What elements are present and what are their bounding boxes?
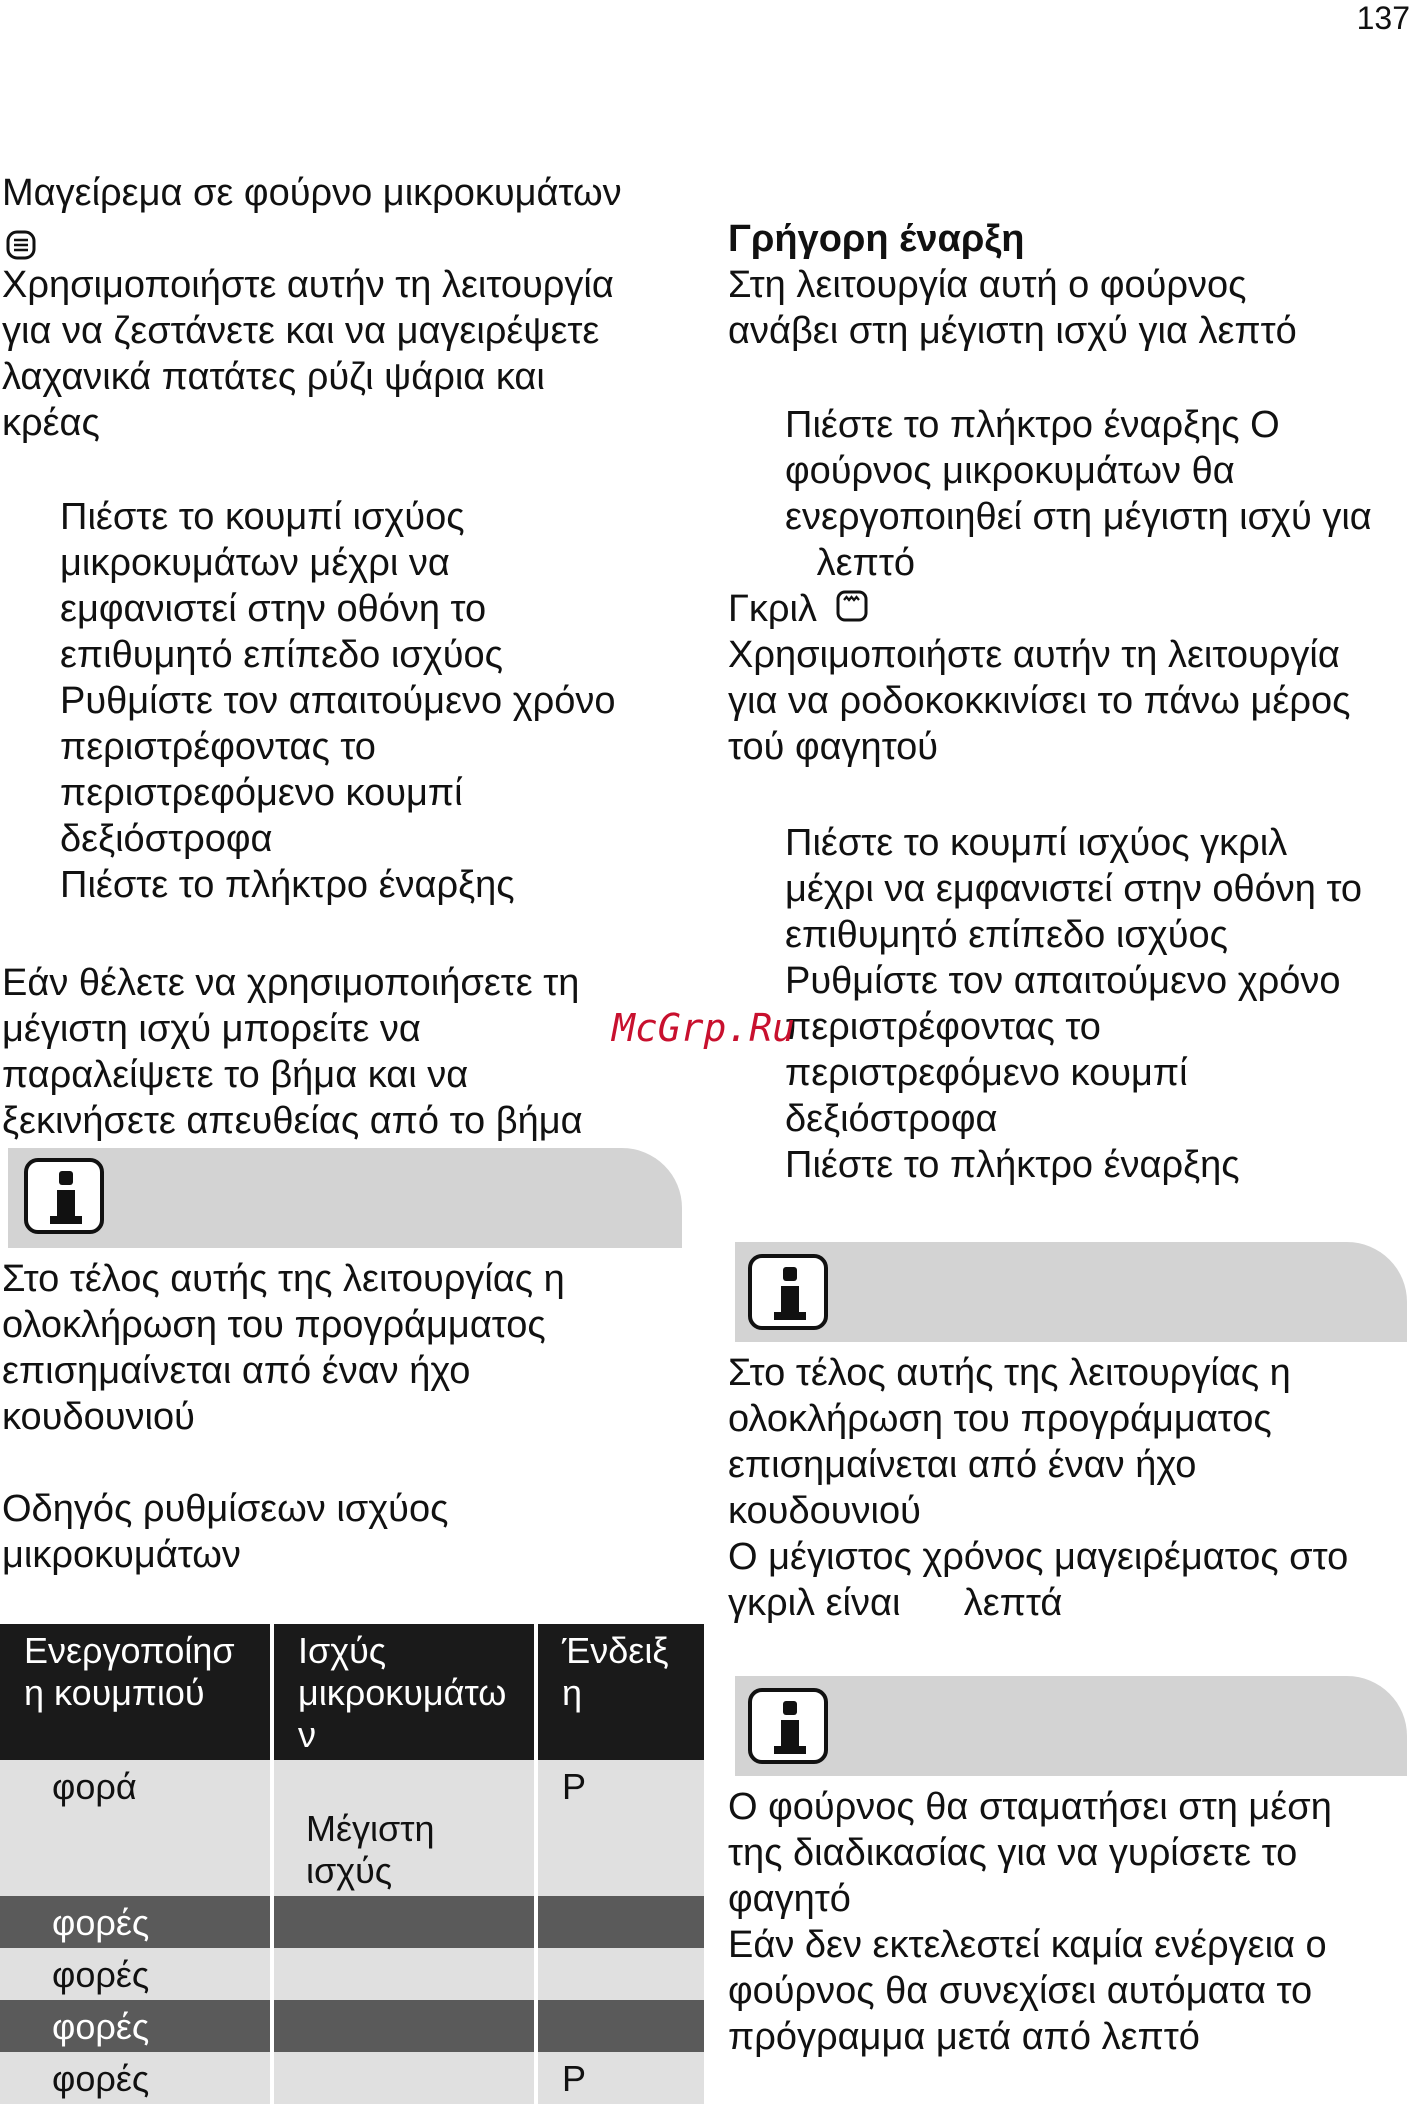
header-button-activation: Ενεργοποίησ η κουμπιού [0,1624,272,1760]
table-row: φορά Μέγιστη ισχύς P [0,1760,706,1896]
grill-intro: Χρησιμοποιήστε αυτήν τη λειτουργία για να ροδοκοκκινίσει το πάνω μέρος τού φαγητού [728,634,1351,768]
quick-start-heading: Γρήγορη έναρξη [728,218,1025,260]
table-row: φορές [0,1896,706,1948]
max-power-note: Εάν θέλετε να χρησιμοποιήσετε τη μέγιστη ισχύ μπορείτε να παραλείψετε το βήμα και να ξεκινήσετε απευθείας από το βήμα [2,962,583,1142]
grill-steps: Πιέστε το κουμπί ισχύος γκριλ μέχρι να εμφανιστεί στην οθόνη το επιθυμητό επίπεδο ισχύος Ρυθμίστε τον απαιτούμενο χρόνο περιστρέφοντας το περιστρεφόμενο κουμπί δεξιόστροφα Πιέστε το πλήκτρο έναρξης [785,822,1363,1186]
info-bar-right-2 [735,1676,1407,1776]
microwave-menu-icon [6,230,36,260]
info-text-left: Στο τέλος αυτής της λειτουργίας η ολοκλήρωση του προγράμματος επισημαίνεται από έναν ήχο κουδουνιού [2,1258,565,1438]
table-header-row [0,1624,706,1760]
power-guide-heading: Οδηγός ρυθμίσεων ισχύος μικροκυμάτων [2,1488,449,1576]
watermark: McGrp.Ru [612,1006,796,1050]
microwave-steps: Πιέστε το κουμπί ισχύος μικροκυμάτων μέχρι να εμφανιστεί στην οθόνη το επιθυμητό επίπεδο ισχύος Ρυθμίστε τον απαιτούμενο χρόνο περιστρέφοντας το περιστρεφόμενο κουμπί δεξιόστροφα Πιέστε το πλήκτρο έναρξης [60,496,616,906]
header-microwave-power: Ισχύς μικροκυμάτω ν [272,1624,536,1760]
info-icon [748,1688,828,1764]
info-text-right-2: Ο φούρνος θα σταματήσει στη μέση της διαδικασίας για να γυρίσετε το φαγητό Εάν δεν εκτελεστεί καμία ενέργεια ο φούρνος θα συνεχίσει αυτόματα το πρόγραμμα μετά από λεπτό [728,1786,1332,2058]
quick-start-intro: Στη λειτουργία αυτή ο φούρνος ανάβει στη μέγιστη ισχύ για λεπτό [728,264,1297,352]
info-icon [24,1158,104,1234]
info-bar-right-1 [735,1242,1407,1342]
quick-start-step: Πιέστε το πλήκτρο έναρξης Ο φούρνος μικροκυμάτων θα ενεργοποιηθεί στη μέγιστη ισχύ για λεπτό [785,404,1372,584]
header-indicator: Ένδειξ η [536,1624,706,1760]
info-bar-left [8,1148,682,1248]
info-text-right-1: Στο τέλος αυτής της λειτουργίας η ολοκλήρωση του προγράμματος επισημαίνεται από έναν ήχο κουδουνιού Ο μέγιστος χρόνος μαγειρέματος στο γκριλ είναι λεπτά [728,1352,1349,1624]
grill-heading: Γκριλ [728,588,817,630]
table-row: φορές [0,2000,706,2052]
table-row: φορές P [0,2052,706,2104]
microwave-intro: Χρησιμοποιήστε αυτήν τη λειτουργία για να ζεστάνετε και να μαγειρέψετε λαχανικά πατάτες ρύζι ψάρια και κρέας [2,264,614,444]
page-number: 137 [1356,0,1410,36]
grill-icon [836,590,868,622]
info-icon [748,1254,828,1330]
microwave-heading: Μαγείρεμα σε φούρνο μικροκυμάτων [2,172,622,214]
power-settings-table [0,1624,708,2104]
table-row: φορές [0,1948,706,2000]
